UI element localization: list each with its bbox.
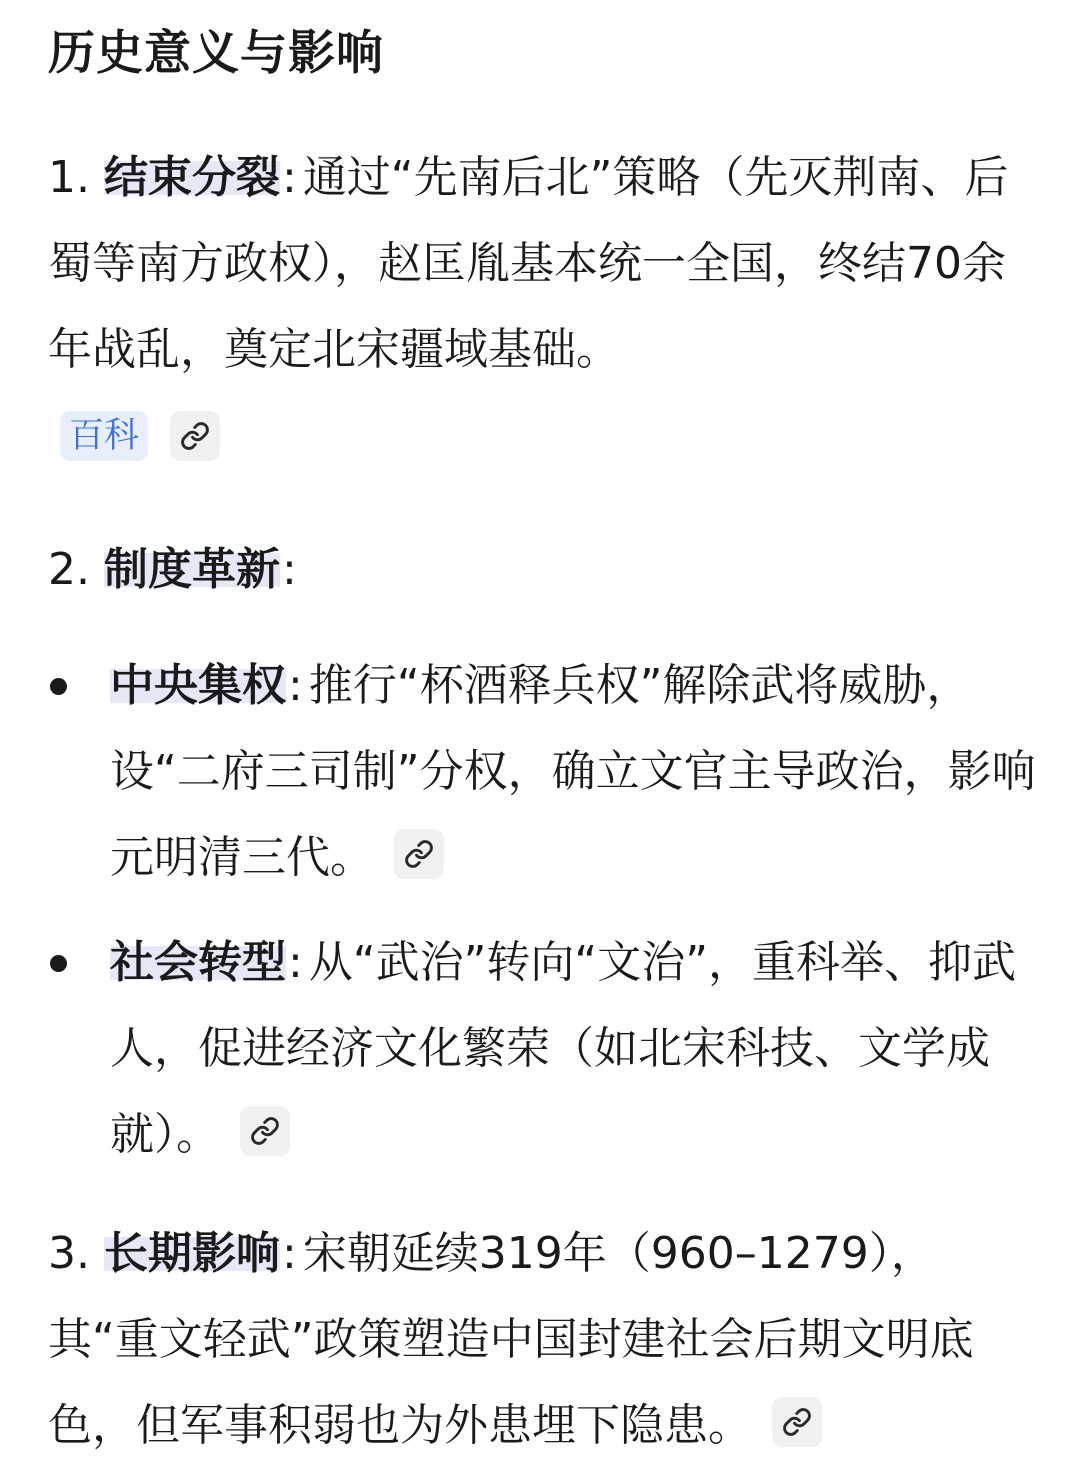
baike-source-tag[interactable]: 百科 [60,411,148,461]
item-title: 结束分裂 [103,152,280,203]
link-icon[interactable] [240,1106,290,1156]
item-number: 3. [48,1228,90,1279]
sub-item-colon: : [288,937,303,988]
sub-item-title: 社会转型 [110,937,286,988]
item-title: 制度革新 [103,544,280,595]
item-title: 长期影响 [103,1228,280,1279]
answer-content [48,20,1038,1469]
list-item-3 [48,1211,1038,1469]
sub-list-item-2 [48,920,1038,1178]
link-icon[interactable] [170,411,220,461]
sub-item-text: 从“武治”转向“文治”，重科举、抑武人，促进经济文化繁荣（如北宋科技、文学成就）。 [110,937,1017,1160]
sub-list-item-1 [48,643,1038,901]
list-item-2 [48,527,1038,613]
item-colon: : [281,1228,297,1279]
sub-list [48,643,1038,1178]
link-icon[interactable] [772,1397,822,1447]
item-text: 宋朝延续319年（960–1279），其“重文轻武”政策塑造中国封建社会后期文明底色，但军事积弱也为外患埋下隐患。 [48,1228,974,1451]
section-heading: 历史意义与影响 [48,26,384,81]
item-colon: : [281,544,297,595]
bullet-icon [50,678,67,695]
item-text: 通过“先南后北”策略（先灭荆南、后蜀等南方政权），赵匡胤基本统一全国，终结70余年战乱，奠定北宋疆域基础。 [48,152,1009,375]
sub-item-title: 中央集权 [110,660,286,711]
item-number: 2. [48,544,90,595]
list-item-1 [48,135,1038,393]
link-icon[interactable] [394,829,444,879]
bullet-icon [50,955,67,972]
sub-item-colon: : [288,660,303,711]
item-colon: : [281,152,297,203]
source-tags [48,393,1038,479]
item-number: 1. [48,152,90,203]
sub-item-text: 推行“杯酒释兵权”解除武将威胁，设“二府三司制”分权，确立文官主导政治，影响元明清三代。 [110,660,1036,883]
